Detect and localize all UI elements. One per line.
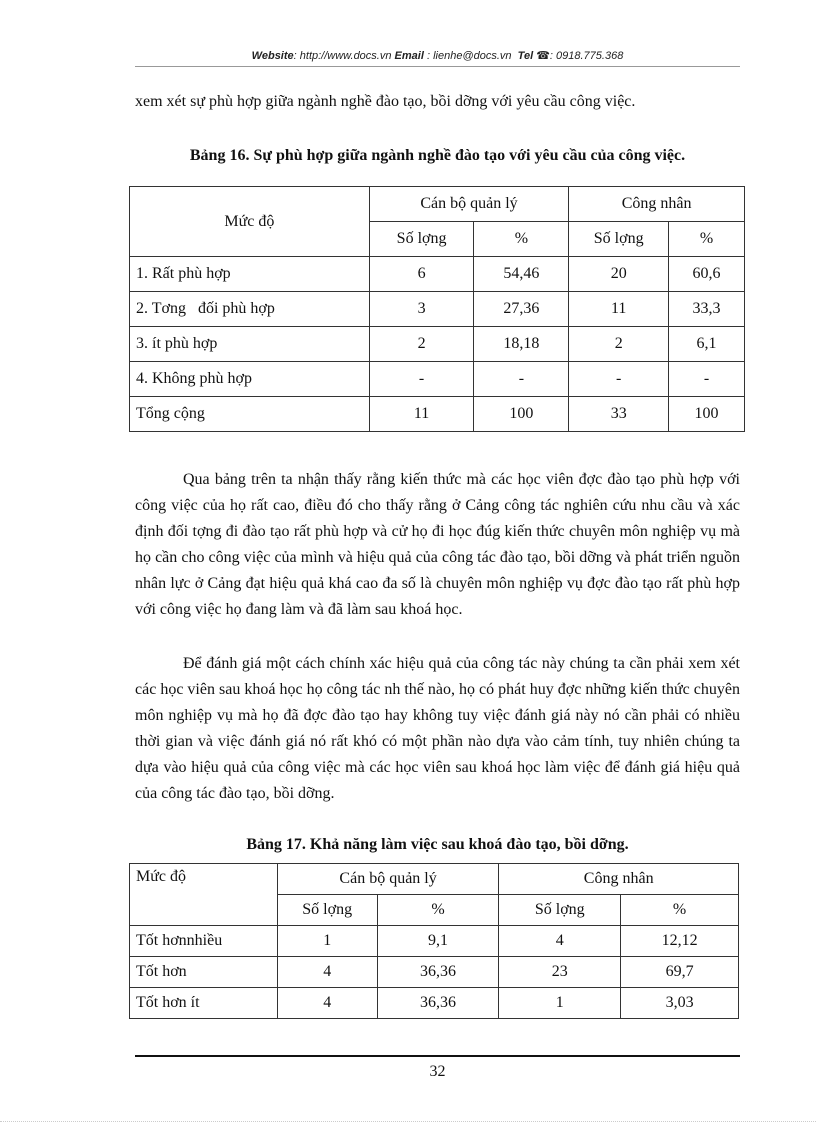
cell: - (669, 362, 745, 397)
cell: - (569, 362, 669, 397)
table-row (130, 327, 745, 362)
cell: 4 (277, 988, 377, 1019)
table16-sub-qty: Số lợng (369, 222, 474, 257)
header-divider (135, 66, 740, 67)
cell: 18,18 (474, 327, 569, 362)
table17-sub-pct: % (377, 895, 499, 926)
row-level: 1. Rất phù hợp (130, 257, 370, 292)
table-row (130, 988, 739, 1019)
table16 (129, 186, 745, 432)
cell: 100 (669, 397, 745, 432)
table-row (130, 397, 745, 432)
cell: 1 (277, 926, 377, 957)
table16-header-level: Mức độ (130, 187, 370, 257)
table-row (130, 926, 739, 957)
table16-sub-qty: Số lợng (569, 222, 669, 257)
row-level: 4. Không phù hợp (130, 362, 370, 397)
cell: 23 (499, 957, 621, 988)
table-row (130, 957, 739, 988)
cell: 11 (369, 397, 474, 432)
tel-label: Tel (517, 50, 534, 62)
intro-paragraph: xem xét sự phù hợp giữa ngành nghề đào tạo, bồi dỡng với yêu cầu công việc. (135, 93, 636, 110)
table16-caption: Bảng 16. Sự phù hợp giữa ngành nghề đào tạo với yêu cầu của công việc. (189, 147, 686, 164)
cell: 100 (474, 397, 569, 432)
cell: - (369, 362, 474, 397)
row-level: Tổng cộng (130, 397, 370, 432)
analysis-paragraph-1: Qua bảng trên ta nhận thấy rằng kiến thức mà các học viên đợc đào tạo phù hợp với công việc của họ rất cao, điều đó cho thấy rằng ở Cảng công tác nghiên cứu nhu cầu và xác định đối tợng đi đào tạo rất phù hợp và cử họ đi học đúg kiến thức chuyên môn nghiệp vụ mà họ cần cho công việc của mình và hiệu quả của công tác đào tạo, bồi dỡng và phát triển nguồn nhân lực ở Cảng đạt hiệu quả khá cao đa số là chuyên môn nghiệp vụ đợc đào tạo rất phù hợp với công việc họ đang làm và đã làm sau khoá học. (135, 471, 740, 618)
table17-header-managers: Cán bộ quản lý (277, 864, 499, 895)
cell: 3 (369, 292, 474, 327)
cell: 6 (369, 257, 474, 292)
row-level: Tốt hơnnhiều (130, 926, 278, 957)
cell: 33 (569, 397, 669, 432)
website-url[interactable]: : http://www.docs.vn (293, 50, 392, 62)
cell: 9,1 (377, 926, 499, 957)
cell: 4 (499, 926, 621, 957)
table-row (130, 292, 745, 327)
page-header (135, 49, 740, 62)
cell: 1 (499, 988, 621, 1019)
table16-sub-pct: % (669, 222, 745, 257)
table17 (129, 863, 739, 1019)
website-label: Website (251, 50, 294, 62)
phone-icon: ☎ (536, 50, 550, 62)
cell: 4 (277, 957, 377, 988)
cell: 54,46 (474, 257, 569, 292)
row-level: Tốt hơn ít (130, 988, 278, 1019)
table17-sub-pct: % (621, 895, 739, 926)
table17-sub-qty: Số lợng (499, 895, 621, 926)
row-level: 2. Tơng đối phù hợp (130, 292, 370, 327)
cell: 2 (569, 327, 669, 362)
cell: - (474, 362, 569, 397)
table17-sub-qty: Số lợng (277, 895, 377, 926)
table17-header-level: Mức độ (130, 864, 278, 926)
table-row (130, 362, 745, 397)
cell: 3,03 (621, 988, 739, 1019)
table-row (130, 257, 745, 292)
cell: 60,6 (669, 257, 745, 292)
table17-header-workers: Công nhân (499, 864, 739, 895)
cell: 36,36 (377, 957, 499, 988)
email-address[interactable]: : lienhe@docs.vn (423, 50, 512, 62)
cell: 36,36 (377, 988, 499, 1019)
cell: 11 (569, 292, 669, 327)
footer-divider (135, 1055, 740, 1057)
analysis-paragraph-2: Để đánh giá một cách chính xác hiệu quả của công tác này chúng ta cần phải xem xét các học viên sau khoá học họ công tác nh thế nào, họ có phát huy đợc những kiến thức chuyên môn nghiệp vụ mà họ đã đợc đào tạo hay không tuy việc đánh giá này nó cần phải có nhiều thời gian và việc đánh giá nó rất khó có một phần nào dựa vào cảm tính, tuy nhiên chúng ta dựa vào hiệu quả của công việc mà các học viên sau khoá học làm việc để đánh giá hiệu quả của công tác đào tạo, bồi dỡng. (135, 655, 740, 802)
table16-header-workers: Công nhân (569, 187, 745, 222)
table16-sub-pct: % (474, 222, 569, 257)
cell: 2 (369, 327, 474, 362)
page-number: 32 (429, 1063, 446, 1080)
cell: 69,7 (621, 957, 739, 988)
cell: 6,1 (669, 327, 745, 362)
table17-caption: Bảng 17. Khả năng làm việc sau khoá đào tạo, bồi dỡng. (246, 836, 629, 853)
table16-header-managers: Cán bộ quản lý (369, 187, 569, 222)
row-level: 3. ít phù hợp (130, 327, 370, 362)
cell: 27,36 (474, 292, 569, 327)
email-label: Email (394, 50, 424, 62)
row-level: Tốt hơn (130, 957, 278, 988)
cell: 20 (569, 257, 669, 292)
cell: 33,3 (669, 292, 745, 327)
cell: 12,12 (621, 926, 739, 957)
tel-number: : 0918.775.368 (549, 50, 624, 62)
